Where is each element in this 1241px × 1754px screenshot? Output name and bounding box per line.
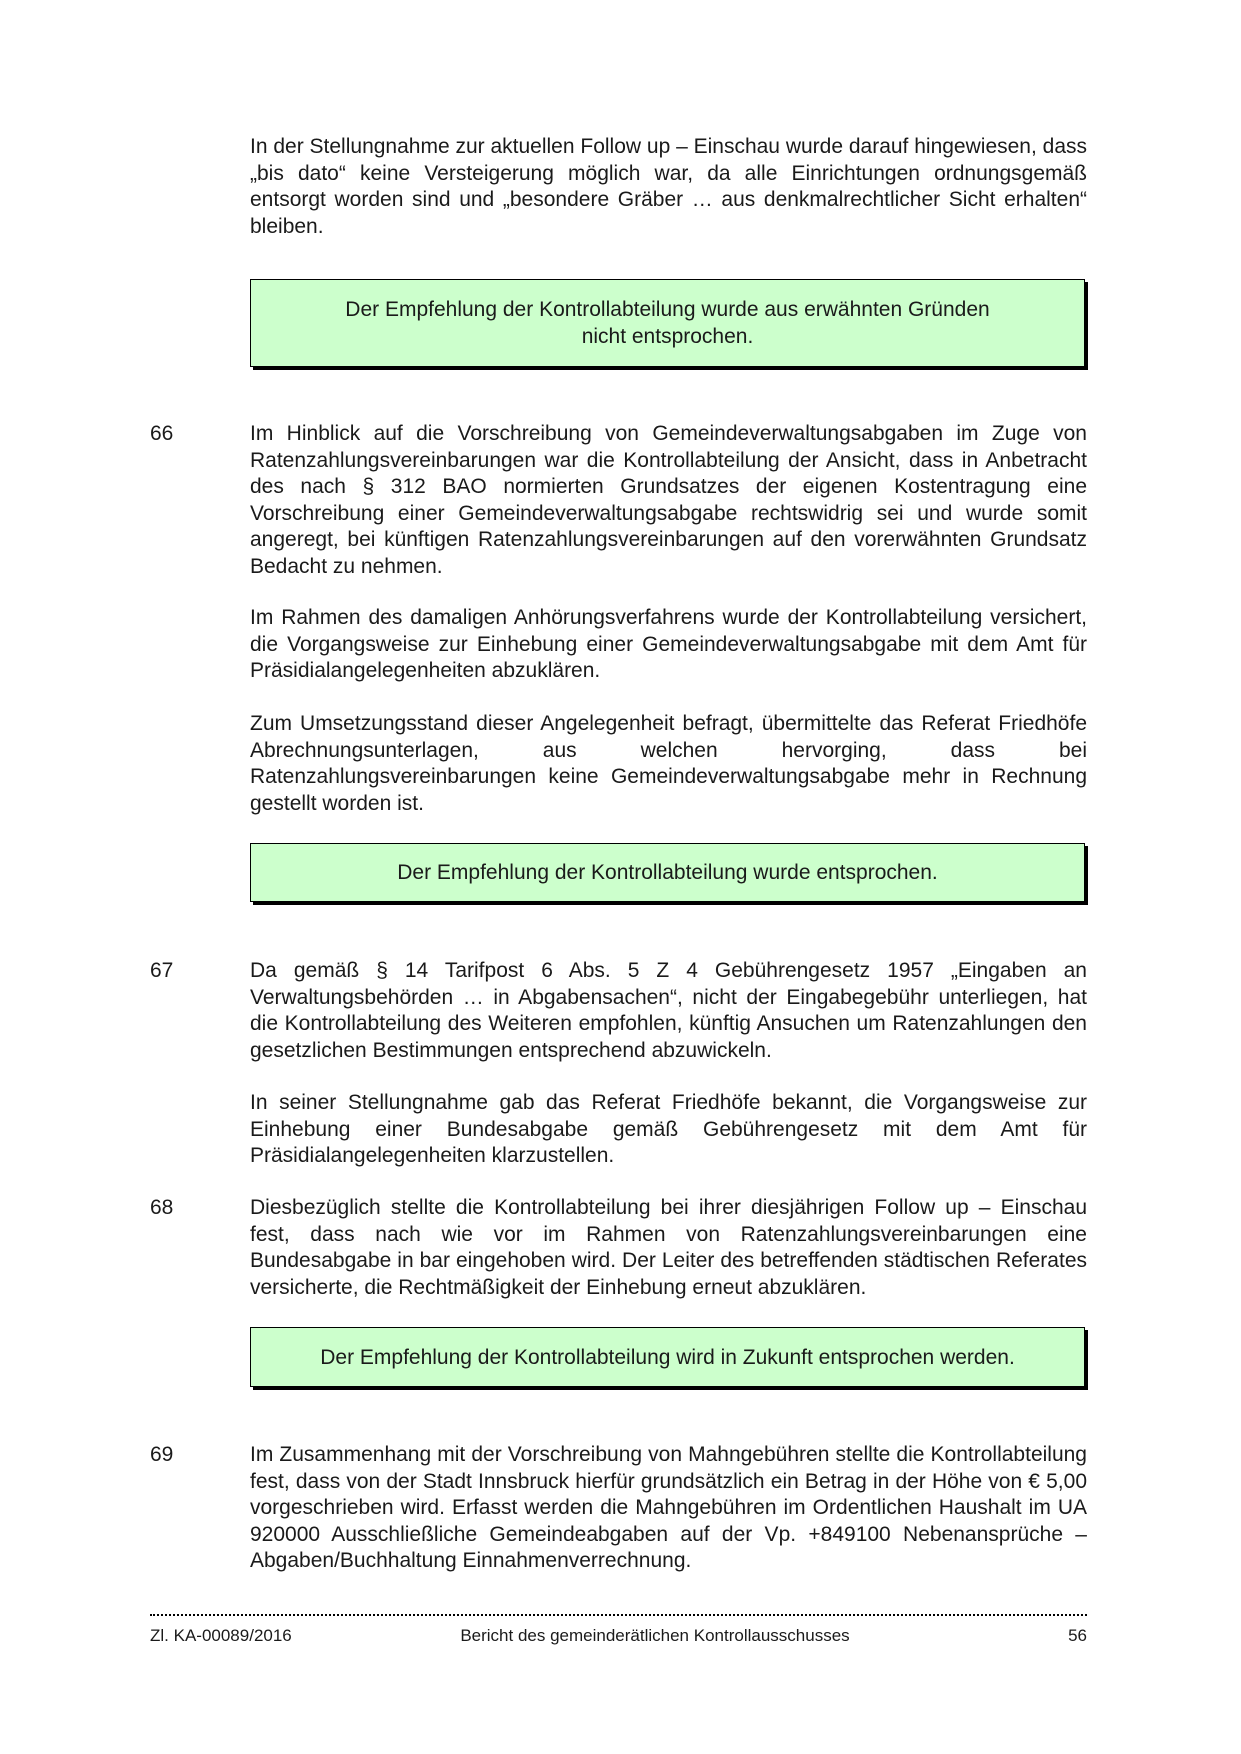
recommendation-box-1 bbox=[250, 279, 1085, 367]
recommendation-box-1-line2: nicht entsprochen. bbox=[581, 325, 754, 348]
recommendation-box-1-line1: Der Empfehlung der Kontrollabteilung wurde aus erwähnten Gründen bbox=[345, 298, 990, 321]
item-66-paragraph-1: Im Hinblick auf die Vorschreibung von Gemeindeverwaltungsabgaben im Zuge von Ratenzahlungsvereinbarungen war die Kontrollabteilung der Ansicht, dass in Anbetracht des nach § 312 BAO normierten Grundsatzes der eigenen Kostentragung eine Vorschreibung einer Gemeindeverwaltungsabgabe rechtswidrig sei und wurde somit angeregt, bei künftigen Ratenzahlungsvereinbarungen auf den vorerwähnten Grundsatz Bedacht zu nehmen. bbox=[250, 422, 1087, 578]
item-number-68: 68 bbox=[150, 1196, 174, 1219]
recommendation-box-2 bbox=[250, 843, 1085, 902]
recommendation-box-3 bbox=[250, 1327, 1085, 1387]
item-66-paragraph-3: Zum Umsetzungsstand dieser Angelegenheit befragt, übermittelte das Referat Friedhöfe Abrechnungsunterlagen, aus welchen hervorging, dass bei Ratenzahlungsvereinbarungen keine Gemeindeverwaltungsabgabe mehr in Rechnung gestellt worden ist. bbox=[250, 712, 1087, 815]
footer-page-number: 56 bbox=[1068, 1626, 1087, 1645]
footer-divider bbox=[150, 1614, 1087, 1616]
footer-title: Bericht des gemeinderätlichen Kontrollausschusses bbox=[460, 1626, 850, 1645]
recommendation-box-2-text: Der Empfehlung der Kontrollabteilung wurde entsprochen. bbox=[397, 861, 938, 884]
item-69-paragraph-1: Im Zusammenhang mit der Vorschreibung von Mahngebühren stellte die Kontrollabteilung fest, dass von der Stadt Innsbruck hierfür grundsätzlich ein Betrag in der Höhe von € 5,00 vorgeschrieben wird. Erfasst werden die Mahngebühren im Ordentlichen Haushalt im UA 920000 Ausschließliche Gemeindeabgaben auf der Vp. +849100 Nebenansprüche – Abgaben/Buchhaltung Einnahmenverrechnung. bbox=[250, 1443, 1087, 1572]
item-67-paragraph-1: Da gemäß § 14 Tarifpost 6 Abs. 5 Z 4 Gebührengesetz 1957 „Eingaben an Verwaltungsbehörden … in Abgabensachen“, nicht der Eingabegebühr unterliegen, hat die Kontrollabteilung des Weiteren empfohlen, künftig Ansuchen um Ratenzahlungen den gesetzlichen Bestimmungen entsprechend abzuwickeln. bbox=[250, 959, 1087, 1062]
item-66-paragraph-2: Im Rahmen des damaligen Anhörungsverfahrens wurde der Kontrollabteilung versichert, die Vorgangsweise zur Einhebung einer Gemeindeverwaltungsabgabe mit dem Amt für Präsidialangelegenheiten abzuklären. bbox=[250, 606, 1087, 682]
intro-paragraph: In der Stellungnahme zur aktuellen Follow up – Einschau wurde darauf hingewiesen, dass „bis dato“ keine Versteigerung möglich war, da alle Einrichtungen ordnungsgemäß entsorgt worden sind und „besondere Gräber … aus denkmalrechtlicher Sicht erhalten“ bleiben. bbox=[250, 135, 1088, 238]
item-number-69: 69 bbox=[150, 1443, 174, 1466]
item-number-66: 66 bbox=[150, 422, 174, 445]
item-68-paragraph-1: Diesbezüglich stellte die Kontrollabteilung bei ihrer diesjährigen Follow up – Einschau fest, dass nach wie vor im Rahmen von Ratenzahlungsvereinbarungen eine Bundesabgabe in bar eingehoben wird. Der Leiter des betreffenden städtischen Referates versicherte, die Rechtmäßigkeit der Einhebung erneut abzuklären. bbox=[250, 1196, 1087, 1299]
footer-reference: Zl. KA-00089/2016 bbox=[150, 1626, 292, 1645]
item-67-paragraph-2: In seiner Stellungnahme gab das Referat Friedhöfe bekannt, die Vorgangsweise zur Einhebung einer Bundesabgabe gemäß Gebührengesetz mit dem Amt für Präsidialangelegenheiten klarzustellen. bbox=[250, 1091, 1087, 1167]
recommendation-box-3-text: Der Empfehlung der Kontrollabteilung wird in Zukunft entsprochen werden. bbox=[320, 1345, 1015, 1369]
item-number-67: 67 bbox=[150, 959, 174, 982]
